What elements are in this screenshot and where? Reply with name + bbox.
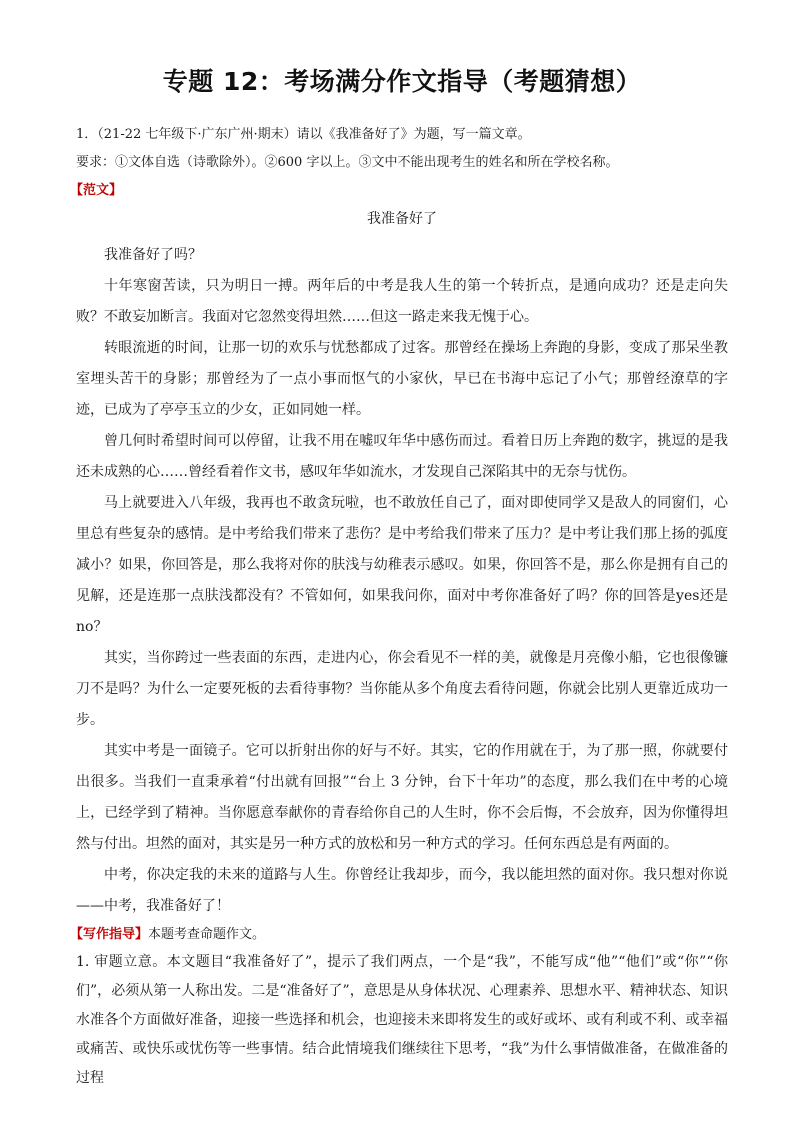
- essay-title: 我准备好了: [367, 211, 437, 227]
- essay-paragraph: 转眼流逝的时间，让那一切的欢乐与忧愁都成了过客。那曾经在操场上奔跑的身影，变成了那呆坐教室埋头苦干的身影；那曾经为了一点小事而怄气的小家伙，早已在书海中忘记了小气；那曾经潦草的字迹，已成为了亭亭玉立的少女，正如同她一样。: [76, 340, 728, 418]
- sample-essay-tag: [70, 180, 728, 202]
- essay-paragraph: 马上就要进入八年级，我再也不敢贪玩啦，也不敢放任自己了，面对即使同学又是敌人的同窗们，心里总有些复杂的感情。是中考给我们带来了悲伤？是中考给我们带来了压力？是中考让我们那上扬的弧度减小？如果，你回答是，那么我将对你的肤浅与幼稚表示感叹。如果，你回答不是，那么你是拥有自己的见解，还是连那一点肤浅都没有？不管如何，如果我问你，面对中考你准备好了吗？你的回答是yes还是no？: [76, 495, 728, 635]
- essay-paragraph: 曾几何时希望时间可以停留，让我不用在嘘叹年华中感伤而过。看着日历上奔跑的数字，挑逗的是我还未成熟的心……曾经看着作文书，感叹年华如流水，才发现自己深陷其中的无奈与忧伤。: [76, 433, 728, 480]
- writing-guide-intro: 本题考查命题作文。: [148, 927, 266, 942]
- essay-paragraph: 十年寒窗苦读，只为明日一搏。两年后的中考是我人生的第一个转折点，是通向成功？还是走向失败？不敢妄加断言。我面对它忽然变得坦然……但这一路走来我无愧于心。: [76, 278, 728, 325]
- essay-paragraph: 其实，当你跨过一些表面的东西，走进内心，你会看见不一样的美，就像是月亮像小船，它也很像镰刀不是吗？为什么一定要死板的去看待事物？当你能从多个角度去看待问题，你就会比别人更靠近成功一步。: [76, 650, 728, 728]
- question-line: 1．（21-22 七年级下·广东广州·期末）请以《我准备好了》为题，写一篇文章。: [76, 127, 531, 142]
- writing-guide-heading: [70, 924, 728, 946]
- essay-paragraph: 其实中考是一面镜子。它可以折射出你的好与不好。其实，它的作用就在于，为了那一照，你就要付出很多。当我们一直秉承着“付出就有回报”“台上 3 分钟，台下十年功”的态度，那么我们在中考的心境上，已经学到了精神。当你愿意奉献你的青春给你自己的人生时，你不会后悔，不会放弃，因为你懂得坦然与付出。坦然的面对，其实是另一种方式的放松和另一种方式的学习。任何东西总是有两面的。: [76, 743, 728, 852]
- sample-essay-tag-text: 【范文】: [70, 183, 123, 198]
- requirements-line: 要求：①文体自选（诗歌除外）。②600 字以上。③文中不能出现考生的姓名和所在学校名称。: [76, 155, 619, 170]
- page-title: 专题 12：考场满分作文指导（考题猜想）: [162, 67, 642, 96]
- writing-guide-label: 【写作指导】: [70, 927, 149, 942]
- writing-guide-paragraph: 1. 审题立意。本文题目“我准备好了”，提示了我们两点，一个是“我”，不能写成“他”“他们”或“你”“你们”，必须从第一人称出发。二是“准备好了”，意思是从身体状况、心理素养、思想水平、精神状态、知识水准各个方面做好准备，迎接一些选择和机会，也迎接未来即将发生的或好或坏、或有利或不利、或幸福或痛苦、或快乐或忧伤等一些事情。结合此情境我们继续往下思考，“我”为什么事情做准备，在做准备的过程: [76, 954, 728, 1086]
- essay-paragraph: 中考，你决定我的未来的道路与人生。你曾经让我却步，而今，我以能坦然的面对你。我只想对你说——中考，我准备好了！: [76, 867, 728, 914]
- essay-paragraph: 我准备好了吗？: [104, 247, 202, 263]
